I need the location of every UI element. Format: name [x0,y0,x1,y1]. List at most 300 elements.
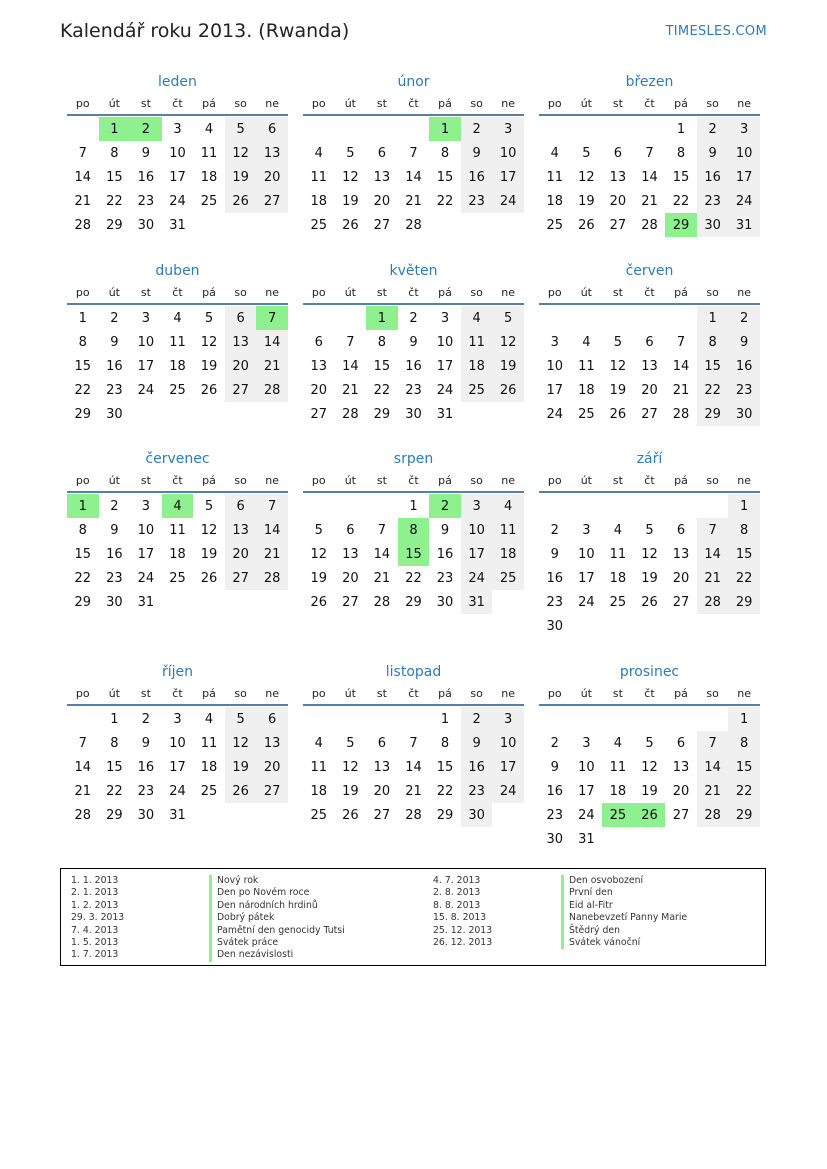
day-cell: 14 [697,542,729,566]
weekday-label: po [75,96,90,110]
day-cell: 16 [106,358,123,374]
weekday-label: ne [501,473,516,487]
empty-cell [303,117,335,141]
weekday-label: út [108,96,120,110]
weekday-header [303,682,524,706]
day-cell: 14 [256,330,288,354]
day-cell: 28 [641,217,658,233]
day-cell: 25 [200,193,218,209]
weekday-label: po [311,96,326,110]
day-cell: 25 [169,382,186,398]
empty-cell [398,707,430,731]
day-cell: 23 [461,189,493,213]
weekday-label: pá [202,686,216,700]
weekday-label: ne [737,96,752,110]
day-cell: 6 [346,522,355,538]
day-cell: 11 [200,145,218,161]
month-7 [67,449,288,614]
day-cell: 20 [609,193,627,209]
legend-date: 1. 5. 2013 [71,937,119,948]
day-cell: 19 [200,358,218,374]
brand-link[interactable]: TIMESLES.COM [665,24,767,39]
legend-holiday-name: Svátek vánoční [561,937,640,949]
day-cell: 16 [461,165,493,189]
weekday-label: po [547,473,562,487]
weekday-label: čt [172,473,183,487]
day-cell: 2 [728,306,760,330]
day-cell: 19 [310,570,328,586]
weekday-header [539,281,760,305]
month-1 [67,72,288,237]
weekday-label: ne [265,686,280,700]
day-cell: 26 [342,807,359,823]
day-cell: 17 [461,542,493,566]
day-cell: 19 [342,193,359,209]
month-name: duben [155,263,200,279]
day-cell: 8 [728,518,760,542]
weekday-label: čt [644,686,655,700]
day-cell: 11 [546,169,564,185]
day-cell: 29 [106,217,123,233]
month-9 [539,449,760,638]
day-cell: 1 [676,121,686,137]
holiday-cell: 1 [429,117,461,141]
day-cell: 9 [461,141,493,165]
day-cell: 15 [436,759,454,775]
day-cell: 23 [461,779,493,803]
month-name: listopad [385,664,442,680]
day-cell: 30 [436,594,454,610]
weekday-label: út [580,686,592,700]
day-cell: 18 [169,546,186,562]
day-cell: 27 [641,406,658,422]
day-cell: 16 [461,755,493,779]
day-cell: 27 [672,807,690,823]
holiday-cell: 4 [162,494,194,518]
weekday-label: čt [172,96,183,110]
day-cell: 17 [169,759,186,775]
day-cell: 12 [578,169,595,185]
day-cell: 3 [141,310,151,326]
holiday-legend [60,868,766,966]
month-name: září [636,451,663,467]
day-cell: 3 [492,707,524,731]
day-cell: 4 [314,145,323,161]
weekday-label: čt [408,686,419,700]
holiday-cell: 15 [398,542,430,566]
day-cell: 8 [110,735,119,751]
day-cell: 27 [310,406,328,422]
day-grid [67,306,288,426]
weekday-label: so [706,96,719,110]
day-cell: 4 [613,522,623,538]
day-cell: 10 [492,141,524,165]
day-grid [539,117,760,237]
weekday-label: ne [265,285,280,299]
day-cell: 29 [728,803,760,827]
day-cell: 6 [613,145,623,161]
holiday-cell: 1 [99,117,131,141]
weekday-label: st [140,686,151,700]
day-cell: 25 [578,406,595,422]
weekday-label: út [108,473,120,487]
weekday-label: so [470,473,483,487]
empty-cell [571,117,603,141]
day-grid [539,306,760,426]
day-cell: 30 [461,803,493,827]
day-cell: 11 [169,334,186,350]
weekday-label: út [344,96,356,110]
day-cell: 5 [346,145,355,161]
page-title: Kalendář roku 2013. (Rwanda) [60,20,350,42]
day-cell: 7 [645,145,654,161]
day-cell: 21 [672,382,690,398]
day-cell: 24 [137,570,155,586]
month-name: červen [625,263,674,279]
day-cell: 10 [728,141,760,165]
holiday-cell: 25 [602,803,634,827]
day-cell: 27 [342,594,359,610]
day-cell: 12 [641,546,658,562]
day-cell: 6 [225,494,257,518]
month-11 [303,662,524,827]
empty-cell [366,494,398,518]
weekday-label: po [311,285,326,299]
day-cell: 15 [373,358,391,374]
empty-cell [665,306,697,330]
day-cell: 15 [74,358,92,374]
weekday-label: st [140,473,151,487]
day-cell: 8 [728,731,760,755]
day-cell: 12 [641,759,658,775]
day-cell: 28 [74,217,92,233]
legend-date: 1. 7. 2013 [71,949,119,961]
day-cell: 12 [342,169,359,185]
day-cell: 25 [169,570,186,586]
month-name: říjen [161,664,194,680]
legend-date: 1. 1. 2013 [71,875,119,886]
day-cell: 17 [578,570,595,586]
day-cell: 26 [342,217,359,233]
day-cell: 23 [436,570,454,586]
day-cell: 8 [440,735,450,751]
legend-holiday-name: Eid al-Fitr [561,900,613,912]
day-cell: 18 [169,358,186,374]
day-cell: 2 [550,522,559,538]
day-cell: 3 [173,711,182,727]
weekday-label: pá [674,686,688,700]
weekday-label: pá [202,473,216,487]
day-cell: 26 [200,382,218,398]
legend-date: 1. 2. 2013 [71,899,119,911]
day-cell: 23 [405,382,422,398]
day-cell: 24 [169,783,186,799]
day-cell: 15 [672,169,690,185]
empty-cell [335,306,367,330]
weekday-label: pá [202,96,216,110]
day-cell: 11 [169,522,186,538]
weekday-header [539,469,760,493]
weekday-label: po [547,285,562,299]
weekday-label: st [376,686,387,700]
day-cell: 26 [609,406,627,422]
day-cell: 14 [373,546,391,562]
day-cell: 29 [373,406,391,422]
day-cell: 22 [436,193,454,209]
day-cell: 17 [578,783,595,799]
day-cell: 31 [461,590,493,614]
day-cell: 20 [310,382,328,398]
day-cell: 26 [641,594,658,610]
weekday-label: po [75,285,90,299]
day-cell: 8 [377,334,387,350]
day-cell: 10 [546,358,564,374]
empty-cell [67,707,99,731]
weekday-label: st [140,96,151,110]
legend-date: 8. 8. 2013 [433,899,481,911]
day-cell: 1 [697,306,729,330]
weekday-label: pá [202,285,216,299]
day-cell: 21 [256,354,288,378]
empty-cell [398,117,430,141]
day-cell: 4 [613,735,623,751]
day-cell: 18 [200,759,218,775]
empty-cell [602,117,634,141]
weekday-label: út [344,473,356,487]
day-cell: 16 [405,358,422,374]
day-cell: 11 [609,759,627,775]
day-cell: 10 [169,735,186,751]
empty-cell [303,306,335,330]
day-cell: 28 [672,406,690,422]
weekday-label: čt [172,285,183,299]
day-cell: 13 [225,518,257,542]
legend-holiday-name: Štědrý den [561,925,620,937]
day-cell: 8 [78,334,87,350]
day-cell: 17 [137,358,155,374]
day-cell: 7 [256,494,288,518]
day-cell: 1 [728,494,760,518]
empty-cell [571,306,603,330]
day-cell: 23 [106,570,123,586]
day-cell: 8 [676,145,686,161]
month-name: březen [625,74,674,90]
day-cell: 7 [409,735,418,751]
day-cell: 19 [225,165,257,189]
day-cell: 10 [169,145,186,161]
day-cell: 20 [256,165,288,189]
day-cell: 24 [436,382,454,398]
day-cell: 2 [550,735,559,751]
month-10 [67,662,288,827]
empty-cell [335,707,367,731]
day-cell: 18 [310,193,328,209]
day-cell: 29 [74,406,92,422]
day-cell: 21 [405,193,422,209]
empty-cell [366,707,398,731]
day-cell: 19 [578,193,595,209]
day-cell: 25 [310,217,328,233]
day-cell: 7 [78,735,87,751]
legend-date: 7. 4. 2013 [71,924,119,936]
day-cell: 30 [137,807,155,823]
legend-holiday-name: Svátek práce [209,937,278,949]
day-cell: 18 [546,193,564,209]
day-cell: 14 [641,169,658,185]
day-cell: 19 [225,755,257,779]
day-cell: 7 [676,334,686,350]
day-cell: 3 [492,117,524,141]
day-grid [539,494,760,638]
day-cell: 18 [609,570,627,586]
day-cell: 9 [141,145,151,161]
day-cell: 17 [436,358,454,374]
day-cell: 12 [200,334,218,350]
weekday-label: so [234,686,247,700]
day-cell: 5 [225,117,257,141]
day-cell: 27 [225,378,257,402]
day-cell: 28 [405,807,422,823]
day-cell: 22 [74,570,92,586]
day-cell: 14 [405,169,422,185]
weekday-label: st [376,96,387,110]
weekday-label: čt [408,285,419,299]
day-cell: 31 [169,807,186,823]
day-cell: 13 [672,546,690,562]
day-cell: 28 [74,807,92,823]
day-cell: 1 [728,707,760,731]
day-cell: 21 [74,193,92,209]
empty-cell [366,117,398,141]
day-cell: 3 [728,117,760,141]
day-cell: 21 [342,382,359,398]
holiday-cell: 29 [665,213,697,237]
day-cell: 4 [492,494,524,518]
day-cell: 21 [697,566,729,590]
day-cell: 5 [492,306,524,330]
day-cell: 25 [461,378,493,402]
day-cell: 16 [546,783,564,799]
holiday-cell: 7 [256,306,288,330]
month-name: květen [389,263,438,279]
day-cell: 24 [728,189,760,213]
day-cell: 20 [641,382,658,398]
empty-cell [303,494,335,518]
day-cell: 20 [225,542,257,566]
day-cell: 19 [200,546,218,562]
empty-cell [634,117,666,141]
day-cell: 27 [373,217,391,233]
holiday-cell: 2 [130,117,162,141]
empty-cell [571,707,603,731]
day-cell: 12 [492,330,524,354]
empty-cell [697,707,729,731]
empty-cell [602,306,634,330]
day-cell: 27 [609,217,627,233]
day-cell: 27 [373,807,391,823]
day-cell: 2 [461,707,493,731]
day-cell: 26 [200,570,218,586]
empty-cell [602,494,634,518]
weekday-label: so [234,285,247,299]
holiday-cell: 2 [429,494,461,518]
day-cell: 7 [346,334,355,350]
weekday-label: po [75,686,90,700]
weekday-label: út [580,285,592,299]
day-cell: 31 [137,594,155,610]
day-cell: 11 [310,169,328,185]
day-cell: 22 [436,783,454,799]
empty-cell [665,494,697,518]
empty-cell [697,494,729,518]
month-name: leden [158,74,197,90]
day-cell: 29 [405,594,422,610]
weekday-label: po [311,473,326,487]
weekday-label: st [612,686,623,700]
day-cell: 18 [461,354,493,378]
day-cell: 13 [373,169,391,185]
weekday-header [539,682,760,706]
day-cell: 26 [310,594,328,610]
legend-holiday-name: Pamětní den genocidy Tutsi [209,925,345,937]
day-cell: 13 [373,759,391,775]
day-cell: 26 [578,217,595,233]
day-cell: 27 [256,779,288,803]
holiday-cell: 26 [634,803,666,827]
day-grid [67,707,288,827]
weekday-label: út [108,686,120,700]
weekday-header [303,281,524,305]
day-cell: 5 [613,334,623,350]
day-cell: 31 [436,406,454,422]
day-cell: 14 [74,169,92,185]
day-cell: 29 [74,594,92,610]
weekday-label: pá [674,96,688,110]
day-cell: 4 [461,306,493,330]
day-cell: 6 [256,117,288,141]
day-cell: 15 [728,542,760,566]
day-cell: 18 [492,542,524,566]
legend-date: 2. 1. 2013 [71,887,119,899]
day-cell: 14 [342,358,359,374]
day-cell: 13 [256,141,288,165]
day-cell: 17 [492,755,524,779]
day-cell: 21 [697,779,729,803]
day-cell: 30 [405,406,422,422]
day-cell: 11 [200,735,218,751]
day-cell: 21 [373,570,391,586]
day-cell: 14 [256,518,288,542]
day-cell: 5 [645,735,654,751]
day-cell: 12 [609,358,627,374]
day-cell: 4 [204,121,214,137]
day-cell: 19 [492,354,524,378]
day-grid [303,306,524,426]
day-cell: 8 [110,145,119,161]
day-cell: 12 [200,522,218,538]
day-cell: 21 [405,783,422,799]
day-cell: 5 [314,522,323,538]
holiday-cell: 1 [67,494,99,518]
day-cell: 22 [405,570,422,586]
day-cell: 10 [461,518,493,542]
day-cell: 22 [697,378,729,402]
month-3 [539,72,760,237]
legend-holiday-name: Den po Novém roce [209,887,309,899]
day-cell: 30 [546,831,564,847]
day-cell: 22 [373,382,391,398]
day-cell: 4 [314,735,323,751]
